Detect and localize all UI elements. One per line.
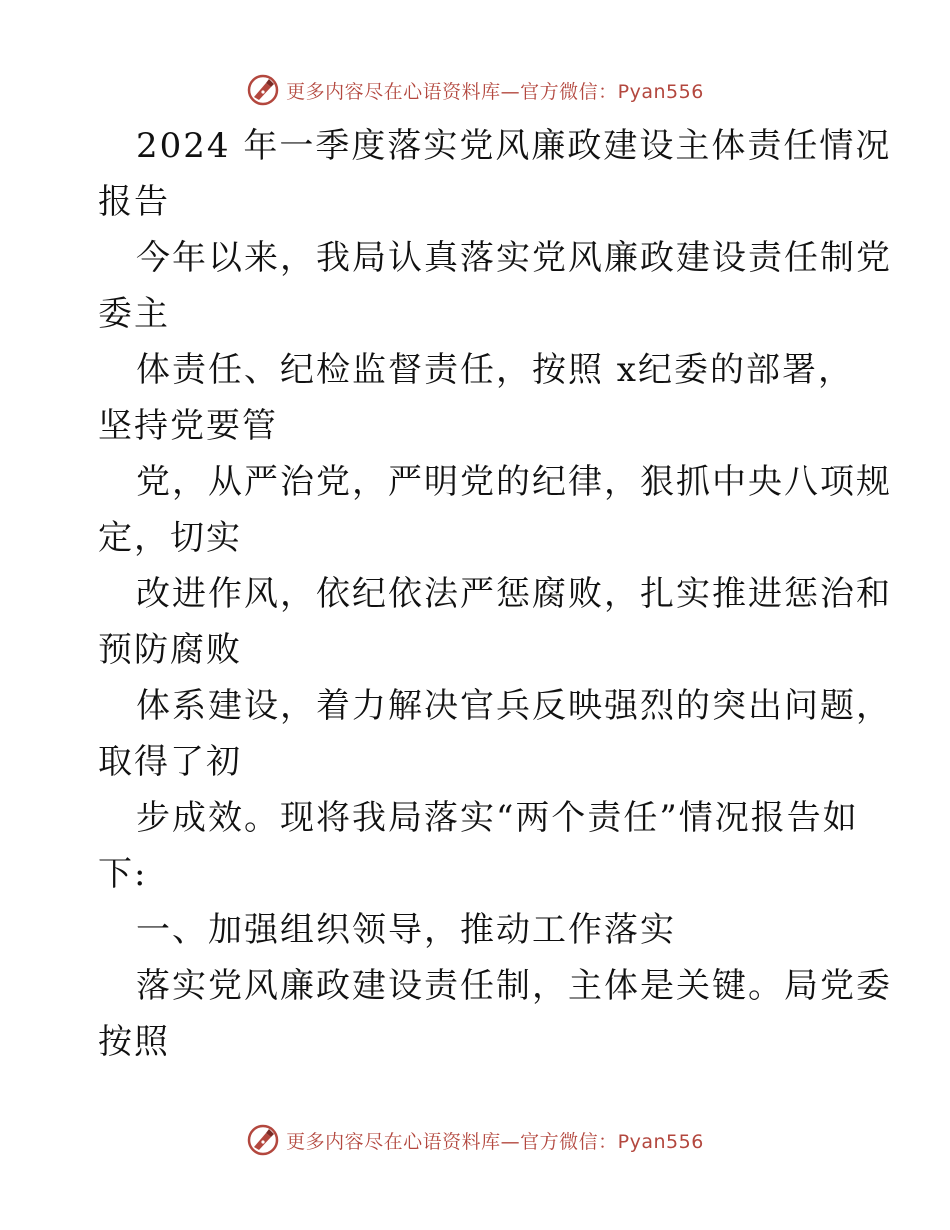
document-body: [98, 118, 892, 1070]
header-watermark-banner: [0, 70, 950, 110]
document-line: 一、加强组织领导，推动工作落实: [136, 910, 676, 950]
document-line: 落实党风廉政建设责任制，主体是关键。局党委: [136, 966, 892, 1006]
document-line: 报告: [98, 182, 170, 222]
document-line: 步成效。现将我局落实“两个责任”情况报告如: [136, 798, 859, 838]
document-line: 定，切实: [98, 518, 242, 558]
pen-nib-circle-icon: [246, 73, 280, 107]
watermark-text: 更多内容尽在心语资料库—官方微信：Pyan556: [286, 1130, 704, 1153]
pen-nib-circle-icon: [246, 1123, 280, 1157]
document-line: 委主: [98, 294, 170, 334]
footer-watermark-banner: [0, 1120, 950, 1160]
document-line: 下:: [98, 854, 148, 894]
document-line: 2024 年一季度落实党风廉政建设主体责任情况: [136, 126, 892, 166]
document-line: 取得了初: [98, 742, 242, 782]
document-line: 今年以来，我局认真落实党风廉政建设责任制党: [136, 238, 892, 278]
document-line: 按照: [98, 1022, 170, 1062]
watermark-text: 更多内容尽在心语资料库—官方微信：Pyan556: [286, 80, 704, 103]
document-line: 体责任、纪检监督责任，按照 x纪委的部署，: [136, 350, 854, 390]
document-line: 改进作风，依纪依法严惩腐败，扎实推进惩治和: [136, 574, 892, 614]
document-line: 党，从严治党，严明党的纪律，狠抓中央八项规: [136, 462, 892, 502]
document-line: 预防腐败: [98, 630, 242, 670]
document-line: 坚持党要管: [98, 406, 278, 446]
document-line: 体系建设，着力解决官兵反映强烈的突出问题，: [136, 686, 892, 726]
